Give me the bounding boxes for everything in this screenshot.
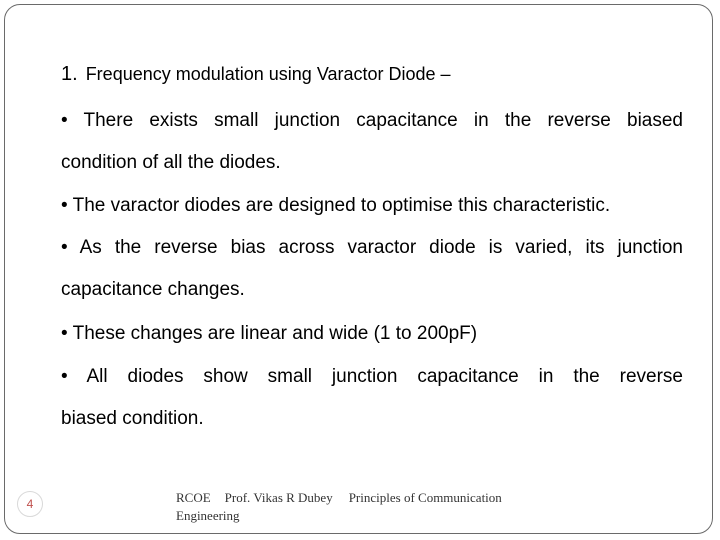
slide-frame <box>4 4 713 534</box>
footer-institution: RCOE <box>176 490 211 505</box>
bullet-3 <box>61 227 683 311</box>
slide-heading <box>61 63 451 86</box>
bullet-5 <box>61 356 683 440</box>
footer-course-part1: Principles of Communication <box>348 490 502 505</box>
bullet-2-line-1: • The varactor diodes are designed to optimise this characteristic. <box>61 195 611 216</box>
bullet-1-line-1: • There exists small junction capacitance in the reverse biased <box>61 110 683 131</box>
bullet-3-line-2: capacitance changes. <box>61 279 245 300</box>
footer-course-part2: Engineering <box>176 508 240 523</box>
bullet-3-line-1: • As the reverse bias across varactor diode is varied, its junction <box>61 237 683 258</box>
slide-footer <box>176 489 502 525</box>
footer-author: Prof. Vikas R Dubey <box>224 490 333 505</box>
heading-number: 1. <box>61 63 78 85</box>
bullet-2 <box>61 185 683 227</box>
page-number: 4 <box>26 497 34 511</box>
bullet-4 <box>61 313 683 355</box>
bullet-4-line-1: • These changes are linear and wide (1 to 200pF) <box>61 323 478 344</box>
bullet-5-line-2: biased condition. <box>61 408 204 429</box>
heading-text: Frequency modulation using Varactor Diode – <box>85 64 451 84</box>
bullet-1 <box>61 100 683 184</box>
page-number-badge <box>17 491 43 517</box>
bullet-1-line-2: condition of all the diodes. <box>61 152 281 173</box>
bullet-5-line-1: • All diodes show small junction capacitance in the reverse <box>61 366 683 387</box>
